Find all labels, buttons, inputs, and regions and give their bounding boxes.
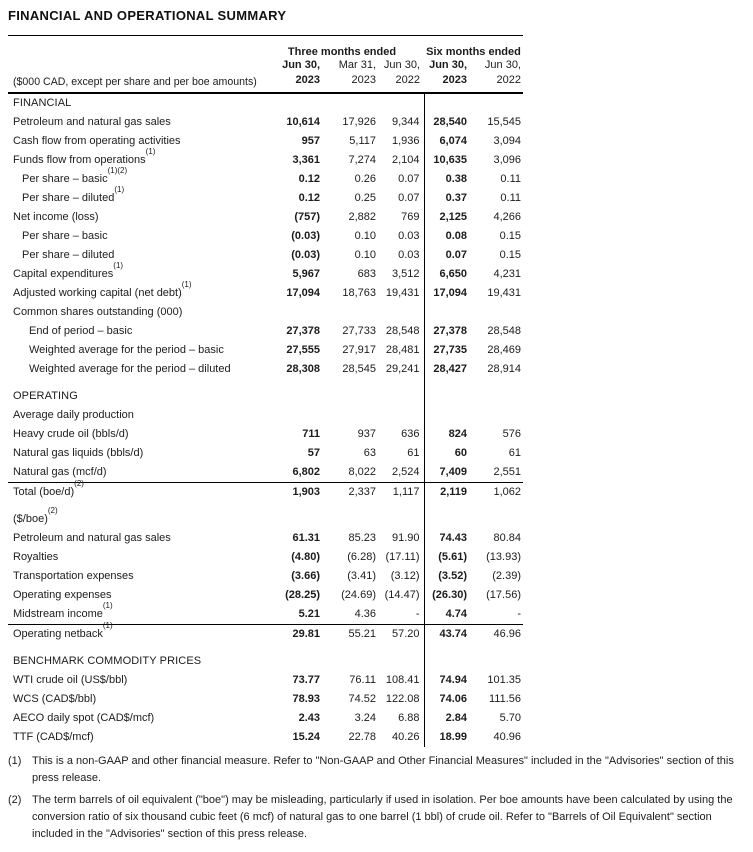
table-body bbox=[8, 93, 523, 747]
footnote-ref: (1) bbox=[181, 280, 192, 290]
table-row bbox=[8, 189, 523, 208]
col-header-line: Jun 30, bbox=[282, 59, 320, 71]
value-cell: 0.07 bbox=[424, 246, 473, 265]
value-cell: 29,241 bbox=[385, 363, 420, 375]
footnote-ref: (2) bbox=[47, 506, 58, 516]
value-cell: 1,936 bbox=[391, 135, 420, 147]
value-cell: (3.52) bbox=[424, 567, 473, 586]
row-label: Natural gas liquids (bbls/d) bbox=[13, 447, 144, 459]
value-cell: 46.96 bbox=[473, 625, 523, 645]
value-cell: 15,545 bbox=[487, 116, 521, 128]
row-label: Per share – basic bbox=[22, 230, 108, 242]
table-row bbox=[8, 483, 523, 503]
value-cell: 28,540 bbox=[424, 113, 473, 132]
value-cell: 85.23 bbox=[348, 532, 376, 544]
table-row bbox=[8, 246, 523, 265]
row-label: Cash flow from operating activities bbox=[13, 135, 181, 147]
value-cell: 122.08 bbox=[385, 693, 420, 705]
value-cell bbox=[424, 379, 473, 387]
table-row bbox=[8, 548, 523, 567]
value-cell: 7,274 bbox=[348, 154, 376, 166]
table-row bbox=[8, 671, 523, 690]
row-label: Natural gas (mcf/d) bbox=[13, 466, 107, 478]
value-cell: 8,022 bbox=[348, 466, 376, 478]
table-row bbox=[8, 208, 523, 227]
row-label: ($/boe)$^{(2)}$ bbox=[13, 506, 58, 525]
col-header-line: Jun 30, bbox=[429, 59, 467, 71]
col-header-line: 2023 bbox=[351, 74, 376, 86]
footnote-text: The term barrels of oil equivalent ("boe") may be misleading, particularly if used in isolation. Per boe amounts have been calculated by using the conversion ratio of six thousand cubic feet (6 mcf) of natural gas to one barrel (1 bbl) of crude oil. Refer to "Barrels of Oil Equivalent" section included in the "Advisories" section of this press release. bbox=[32, 794, 733, 840]
table-row bbox=[8, 284, 523, 303]
row-label: Petroleum and natural gas sales bbox=[13, 116, 171, 128]
value-cell: (3.12) bbox=[390, 570, 420, 582]
value-cell bbox=[260, 379, 324, 387]
column-header-row bbox=[8, 58, 523, 93]
value-cell: (26.30) bbox=[424, 586, 473, 605]
value-cell bbox=[380, 406, 424, 425]
row-label bbox=[8, 502, 260, 510]
value-cell: 27,733 bbox=[342, 325, 376, 337]
value-cell: 19,431 bbox=[385, 287, 420, 299]
value-cell bbox=[324, 502, 380, 510]
value-cell: 28,469 bbox=[487, 344, 521, 356]
value-cell bbox=[380, 303, 424, 322]
value-cell: 3,094 bbox=[493, 135, 521, 147]
row-label: Average daily production bbox=[13, 409, 134, 421]
value-cell: (757) bbox=[294, 211, 320, 223]
value-cell: 1,903 bbox=[260, 483, 324, 503]
footnote-ref: (1) bbox=[145, 147, 156, 157]
row-label bbox=[8, 644, 260, 652]
value-cell: (17.56) bbox=[486, 589, 521, 601]
value-cell: 80.84 bbox=[493, 532, 521, 544]
table-row bbox=[8, 510, 523, 529]
row-label: Common shares outstanding (000) bbox=[13, 306, 183, 318]
value-cell: 6,650 bbox=[424, 265, 473, 284]
table-header bbox=[8, 36, 523, 94]
page-title: FINANCIAL AND OPERATIONAL SUMMARY bbox=[8, 8, 287, 23]
value-cell: 2,882 bbox=[348, 211, 376, 223]
value-cell: 4,231 bbox=[493, 268, 521, 280]
col-header-line: 2022 bbox=[395, 74, 420, 86]
value-cell bbox=[260, 303, 324, 322]
value-cell: 2,104 bbox=[391, 154, 420, 166]
value-cell: 28,427 bbox=[424, 360, 473, 379]
table-row bbox=[8, 605, 523, 625]
value-cell: 0.12 bbox=[298, 192, 320, 204]
value-cell: 55.21 bbox=[324, 625, 380, 645]
row-label: Per share – diluted bbox=[22, 249, 115, 261]
value-cell: (24.69) bbox=[341, 589, 376, 601]
spacer-row bbox=[8, 644, 523, 652]
value-cell bbox=[380, 387, 424, 406]
value-cell: 3.24 bbox=[354, 712, 376, 724]
value-cell: (28.25) bbox=[285, 589, 320, 601]
value-cell bbox=[380, 502, 424, 510]
table-row bbox=[8, 529, 523, 548]
group-header-row bbox=[8, 36, 523, 59]
group-header-spacer bbox=[8, 36, 260, 59]
value-cell: 91.90 bbox=[391, 532, 420, 544]
value-cell: 0.11 bbox=[500, 192, 521, 204]
value-cell: 0.07 bbox=[398, 173, 420, 185]
col-header-jun30-2023-q bbox=[260, 58, 324, 93]
value-cell: 27,378 bbox=[424, 322, 473, 341]
value-cell bbox=[473, 510, 523, 529]
value-cell: 937 bbox=[357, 428, 376, 440]
row-label: WTI crude oil (US$/bbl) bbox=[13, 674, 128, 686]
value-cell: 111.56 bbox=[488, 693, 521, 705]
row-label: Petroleum and natural gas sales bbox=[13, 532, 171, 544]
value-cell: 17,094 bbox=[286, 287, 320, 299]
value-cell: 4.74 bbox=[424, 605, 473, 625]
value-cell: 0.08 bbox=[424, 227, 473, 246]
value-cell: 2,524 bbox=[391, 466, 420, 478]
table-row bbox=[8, 425, 523, 444]
value-cell: (4.80) bbox=[291, 551, 320, 563]
value-cell bbox=[473, 406, 523, 425]
value-cell: 6.88 bbox=[398, 712, 420, 724]
value-cell bbox=[473, 303, 523, 322]
value-cell: 0.03 bbox=[398, 249, 420, 261]
value-cell bbox=[473, 379, 523, 387]
spacer-row bbox=[8, 379, 523, 387]
col-header-line: Jun 30, bbox=[484, 59, 521, 71]
row-label bbox=[8, 379, 260, 387]
row-label: End of period – basic bbox=[29, 325, 133, 337]
value-cell: 0.25 bbox=[354, 192, 376, 204]
table-row bbox=[8, 728, 523, 747]
table-row bbox=[8, 444, 523, 463]
value-cell bbox=[473, 93, 523, 113]
value-cell: 40.96 bbox=[493, 731, 521, 743]
value-cell: 2,551 bbox=[493, 466, 521, 478]
row-label: Midstream income$^{(1)}$ bbox=[13, 601, 113, 620]
table-row bbox=[8, 690, 523, 709]
row-label: Transportation expenses bbox=[13, 570, 134, 582]
value-cell bbox=[424, 303, 473, 322]
row-label: TTF (CAD$/mcf) bbox=[13, 731, 94, 743]
value-cell bbox=[380, 379, 424, 387]
section-label: BENCHMARK COMMODITY PRICES bbox=[13, 655, 202, 667]
value-cell bbox=[260, 644, 324, 652]
value-cell: 40.26 bbox=[391, 731, 420, 743]
value-cell: 17,926 bbox=[342, 116, 376, 128]
value-cell: 17,094 bbox=[424, 284, 473, 303]
value-cell: 3,361 bbox=[292, 154, 320, 166]
row-label: Operating expenses bbox=[13, 589, 112, 601]
value-cell: 3,096 bbox=[493, 154, 521, 166]
table-row bbox=[8, 709, 523, 728]
value-cell: 28,545 bbox=[342, 363, 376, 375]
value-cell: 2,125 bbox=[424, 208, 473, 227]
value-cell bbox=[260, 93, 324, 113]
col-header-line: 2023 bbox=[442, 74, 467, 86]
value-cell bbox=[380, 93, 424, 113]
value-cell: (3.66) bbox=[291, 570, 320, 582]
value-cell: 73.77 bbox=[292, 674, 320, 686]
row-label: AECO daily spot (CAD$/mcf) bbox=[13, 712, 155, 724]
table-row bbox=[8, 463, 523, 483]
financial-summary-table bbox=[8, 35, 523, 747]
row-label: Capital expenditures$^{(1)}$ bbox=[13, 261, 124, 280]
value-cell: 63 bbox=[363, 447, 376, 459]
row-label: Weighted average for the period – diluted bbox=[29, 363, 231, 375]
row-label: WCS (CAD$/bbl) bbox=[13, 693, 97, 705]
value-cell: 0.11 bbox=[500, 173, 521, 185]
value-cell: 28,548 bbox=[385, 325, 420, 337]
value-cell: 2,337 bbox=[324, 483, 380, 503]
value-cell: 6,074 bbox=[424, 132, 473, 151]
footnote-1 bbox=[8, 753, 745, 787]
value-cell: 76.11 bbox=[349, 674, 376, 686]
value-cell bbox=[473, 644, 523, 652]
table-row bbox=[8, 406, 523, 425]
value-cell: 28,914 bbox=[487, 363, 521, 375]
value-cell bbox=[424, 387, 473, 406]
footnote-marker: (2) bbox=[8, 794, 22, 806]
value-cell: 2.43 bbox=[298, 712, 320, 724]
value-cell: 57 bbox=[307, 447, 320, 459]
value-cell: 576 bbox=[502, 428, 521, 440]
value-cell: (14.47) bbox=[384, 589, 420, 601]
value-cell: 22.78 bbox=[348, 731, 376, 743]
value-cell: 9,344 bbox=[391, 116, 420, 128]
footnote-ref: (1) bbox=[114, 185, 125, 195]
value-cell: 18,763 bbox=[342, 287, 376, 299]
value-cell bbox=[380, 644, 424, 652]
value-cell: 1,117 bbox=[380, 483, 424, 503]
table-row bbox=[8, 322, 523, 341]
group-header-six-months: Six months ended bbox=[424, 36, 523, 59]
value-cell: 18.99 bbox=[424, 728, 473, 747]
table-row bbox=[8, 586, 523, 605]
value-cell: 74.43 bbox=[424, 529, 473, 548]
value-cell: 5.21 bbox=[298, 608, 320, 620]
value-cell: - bbox=[517, 608, 521, 620]
col-header-jun30-2022-q bbox=[380, 58, 424, 93]
table-row bbox=[8, 170, 523, 189]
table-row bbox=[8, 341, 523, 360]
value-cell bbox=[380, 510, 424, 529]
row-label: Per share – diluted$^{(1)}$ bbox=[22, 185, 125, 204]
value-cell bbox=[473, 652, 523, 671]
col-header-line: 2023 bbox=[295, 74, 320, 86]
value-cell: 43.74 bbox=[424, 625, 473, 645]
value-cell: 15.24 bbox=[292, 731, 320, 743]
value-cell: 61.31 bbox=[292, 532, 320, 544]
footnote-ref: (1) bbox=[102, 621, 113, 631]
row-label: Adjusted working capital (net debt)$^{(1)}$ bbox=[13, 280, 192, 299]
table-row bbox=[8, 625, 523, 645]
value-cell: (2.39) bbox=[492, 570, 521, 582]
section-row bbox=[8, 387, 523, 406]
footnote-ref: (2) bbox=[74, 479, 84, 489]
value-cell: 74.94 bbox=[424, 671, 473, 690]
value-cell: 101.35 bbox=[487, 674, 521, 686]
value-cell: 0.15 bbox=[499, 230, 521, 242]
table-row bbox=[8, 151, 523, 170]
value-cell: 4,266 bbox=[493, 211, 521, 223]
row-label: Royalties bbox=[13, 551, 59, 563]
col-header-mar31-2023-q bbox=[324, 58, 380, 93]
col-header-line: Mar 31, bbox=[338, 59, 376, 71]
value-cell bbox=[473, 502, 523, 510]
value-cell: 0.07 bbox=[398, 192, 420, 204]
value-cell: 0.26 bbox=[354, 173, 376, 185]
row-label: Net income (loss) bbox=[13, 211, 99, 223]
value-cell bbox=[424, 510, 473, 529]
unit-note: ($000 CAD, except per share and per boe amounts) bbox=[8, 58, 260, 93]
value-cell: 5,967 bbox=[292, 268, 320, 280]
value-cell: 0.38 bbox=[424, 170, 473, 189]
value-cell bbox=[424, 93, 473, 113]
value-cell: 29.81 bbox=[260, 625, 324, 645]
row-label: Weighted average for the period – basic bbox=[29, 344, 224, 356]
value-cell bbox=[424, 652, 473, 671]
value-cell: 61 bbox=[407, 447, 420, 459]
table-row bbox=[8, 567, 523, 586]
value-cell: 2.84 bbox=[424, 709, 473, 728]
value-cell bbox=[424, 502, 473, 510]
value-cell: 824 bbox=[424, 425, 473, 444]
value-cell: 957 bbox=[301, 135, 320, 147]
value-cell: - bbox=[415, 608, 420, 620]
value-cell bbox=[324, 644, 380, 652]
value-cell: 27,555 bbox=[286, 344, 320, 356]
value-cell: 0.37 bbox=[424, 189, 473, 208]
value-cell: 0.03 bbox=[398, 230, 420, 242]
value-cell bbox=[380, 652, 424, 671]
value-cell bbox=[424, 406, 473, 425]
value-cell: 27,917 bbox=[342, 344, 376, 356]
value-cell: 636 bbox=[401, 428, 420, 440]
row-label: Per share – basic$^{(1)(2)}$ bbox=[22, 166, 128, 185]
value-cell bbox=[473, 387, 523, 406]
value-cell: 7,409 bbox=[424, 463, 473, 483]
col-header-line: 2022 bbox=[496, 74, 521, 86]
footnote-marker: (1) bbox=[8, 755, 22, 767]
value-cell: 5.70 bbox=[499, 712, 521, 724]
value-cell: 1,062 bbox=[473, 483, 523, 503]
table-row bbox=[8, 303, 523, 322]
value-cell: 28,308 bbox=[286, 363, 320, 375]
value-cell bbox=[424, 644, 473, 652]
value-cell: 78.93 bbox=[292, 693, 320, 705]
section-label: OPERATING bbox=[13, 390, 78, 402]
value-cell: 769 bbox=[401, 211, 420, 223]
value-cell: 27,378 bbox=[286, 325, 320, 337]
value-cell: (13.93) bbox=[486, 551, 521, 563]
value-cell bbox=[324, 406, 380, 425]
value-cell bbox=[324, 93, 380, 113]
row-label: Funds flow from operations$^{(1)}$ bbox=[13, 147, 156, 166]
col-header-jun30-2022-ytd bbox=[473, 58, 523, 93]
value-cell bbox=[324, 303, 380, 322]
value-cell: 2,119 bbox=[424, 483, 473, 503]
spacer-row bbox=[8, 502, 523, 510]
value-cell: 108.41 bbox=[385, 674, 420, 686]
footnote-ref: (1)(2) bbox=[107, 166, 128, 176]
value-cell: 3,512 bbox=[391, 268, 420, 280]
value-cell: 27,735 bbox=[424, 341, 473, 360]
row-label: Operating netback$^{(1)}$ bbox=[8, 625, 260, 645]
table-row bbox=[8, 113, 523, 132]
value-cell: 57.20 bbox=[380, 625, 424, 645]
section-row bbox=[8, 652, 523, 671]
value-cell bbox=[324, 510, 380, 529]
value-cell bbox=[260, 406, 324, 425]
row-label: Total (boe/d)$^{(2)}$ bbox=[8, 483, 260, 503]
value-cell bbox=[324, 387, 380, 406]
value-cell bbox=[260, 502, 324, 510]
value-cell: 61 bbox=[508, 447, 521, 459]
value-cell: 0.12 bbox=[298, 173, 320, 185]
value-cell: 5,117 bbox=[349, 135, 376, 147]
value-cell: 683 bbox=[357, 268, 376, 280]
value-cell bbox=[260, 652, 324, 671]
footnote-ref: (1) bbox=[102, 601, 113, 611]
row-label: Heavy crude oil (bbls/d) bbox=[13, 428, 129, 440]
value-cell: 10,635 bbox=[424, 151, 473, 170]
group-header-three-months: Three months ended bbox=[260, 36, 424, 59]
value-cell bbox=[324, 379, 380, 387]
value-cell: 0.10 bbox=[354, 230, 376, 242]
value-cell bbox=[260, 387, 324, 406]
table-row bbox=[8, 227, 523, 246]
value-cell: (3.41) bbox=[347, 570, 376, 582]
value-cell: (0.03) bbox=[291, 249, 320, 261]
footnote-ref: (1) bbox=[113, 261, 124, 271]
value-cell: 10,614 bbox=[286, 116, 320, 128]
value-cell: (5.61) bbox=[424, 548, 473, 567]
value-cell: (0.03) bbox=[291, 230, 320, 242]
value-cell: 28,548 bbox=[487, 325, 521, 337]
section-label: FINANCIAL bbox=[13, 97, 72, 109]
table-row bbox=[8, 265, 523, 284]
value-cell: 60 bbox=[424, 444, 473, 463]
col-header-jun30-2023-ytd bbox=[424, 58, 473, 93]
value-cell: 4.36 bbox=[354, 608, 376, 620]
value-cell: 74.06 bbox=[424, 690, 473, 709]
value-cell: 19,431 bbox=[487, 287, 521, 299]
table-row bbox=[8, 360, 523, 379]
value-cell bbox=[324, 652, 380, 671]
value-cell bbox=[260, 510, 324, 529]
value-cell: 0.15 bbox=[499, 249, 521, 261]
value-cell: 6,802 bbox=[292, 466, 320, 478]
value-cell: 711 bbox=[302, 428, 320, 440]
value-cell: 28,481 bbox=[385, 344, 420, 356]
footnote-text: This is a non-GAAP and other financial measure. Refer to "Non-GAAP and Other Financial Measures" included in the "Advisories" section of this press release. bbox=[32, 755, 734, 784]
value-cell: (6.28) bbox=[347, 551, 376, 563]
col-header-line: Jun 30, bbox=[383, 59, 420, 71]
value-cell: 74.52 bbox=[348, 693, 376, 705]
value-cell: 0.10 bbox=[354, 249, 376, 261]
footnotes bbox=[8, 753, 745, 843]
value-cell: (17.11) bbox=[385, 551, 420, 563]
footnote-2 bbox=[8, 792, 745, 843]
section-row bbox=[8, 93, 523, 113]
table-row bbox=[8, 132, 523, 151]
